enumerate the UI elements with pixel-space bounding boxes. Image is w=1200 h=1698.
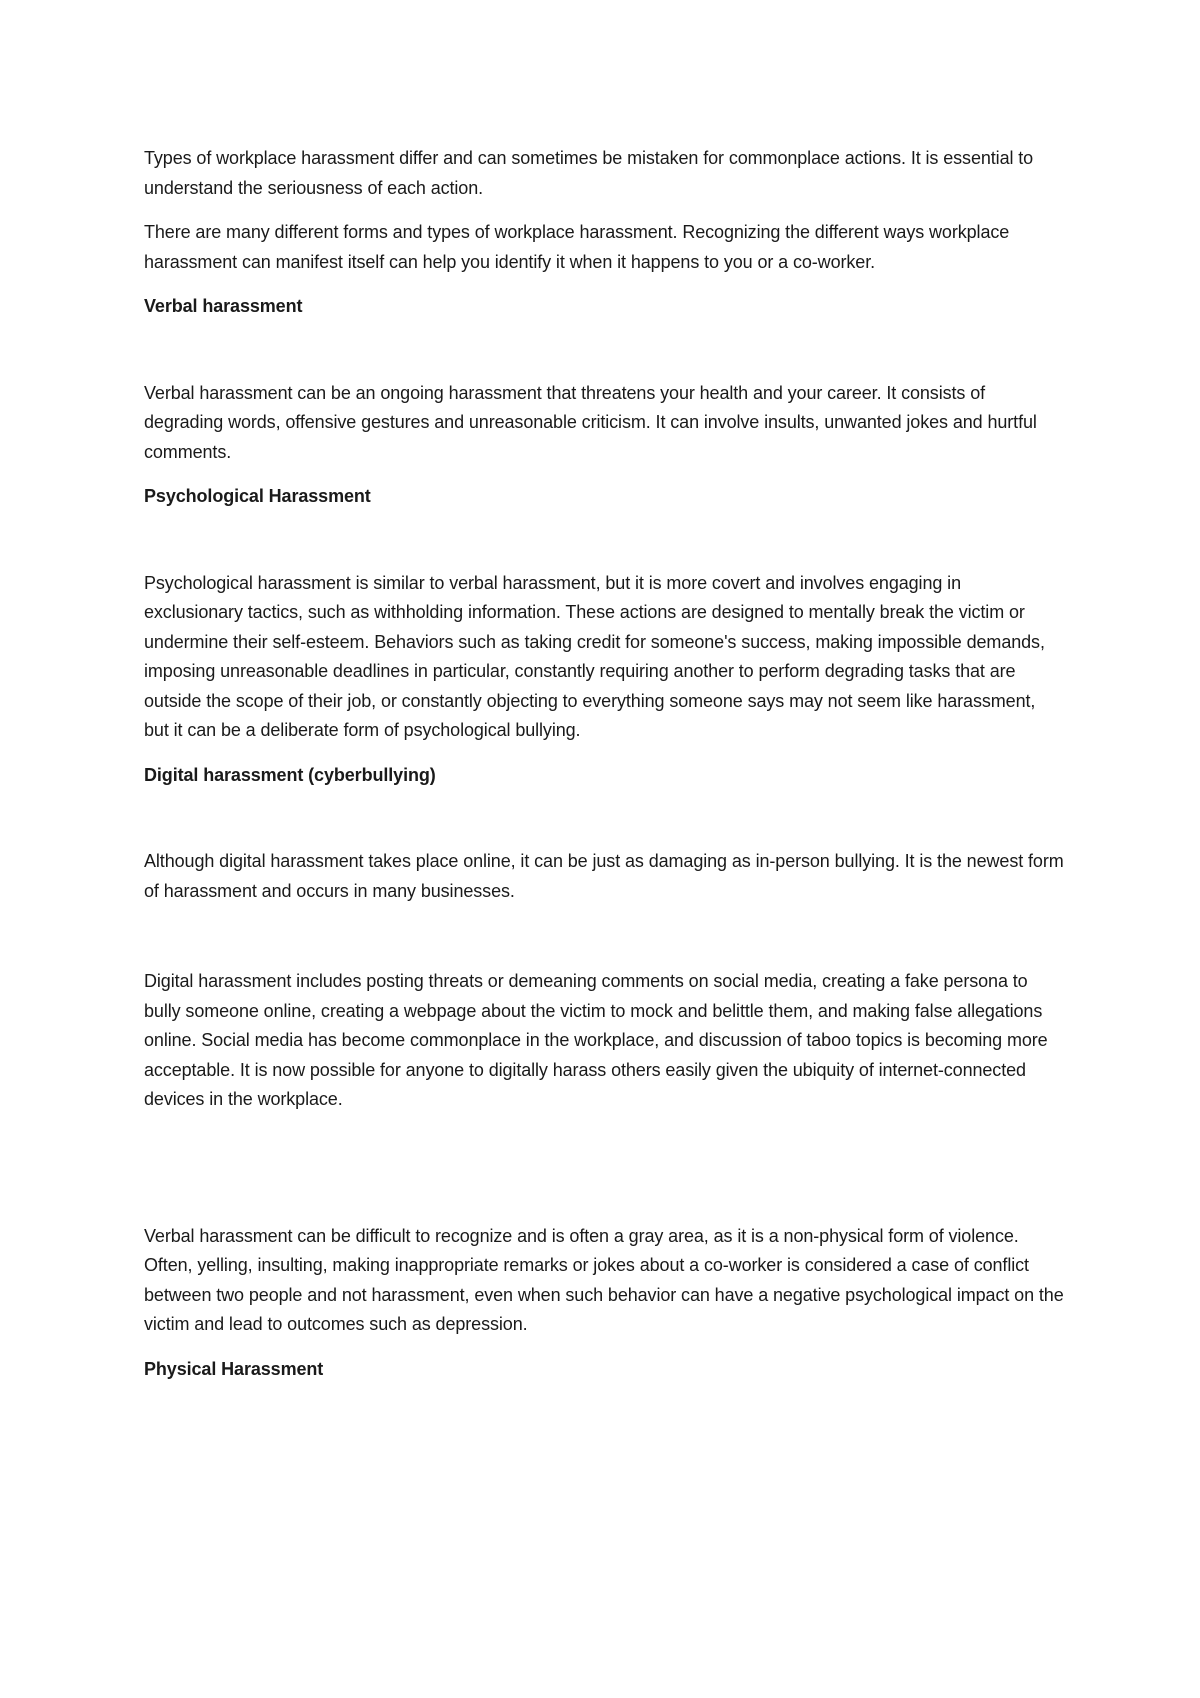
document-body [144,144,1064,1384]
intro-paragraph-2: There are many different forms and types of workplace harassment. Recognizing the different ways workplace harassment can manifest itself can help you identify it when it happens to you or a co-worker. [144,222,1010,272]
intro-paragraph-1: Types of workplace harassment differ and can sometimes be mistaken for commonplace actions. It is essential to understand the seriousness of each action. [144,148,1034,198]
verbal-harassment-paragraph: Verbal harassment can be an ongoing harassment that threatens your health and your career. It consists of degrading words, offensive gestures and unreasonable criticism. It can involve insults, unwanted jokes and hurtful comments. [144,382,1037,462]
digital-harassment-paragraph-1: Although digital harassment takes place online, it can be just as damaging as in-person bullying. It is the newest form of harassment and occurs in many businesses. [144,851,1064,901]
psychological-harassment-heading: Psychological Harassment [144,486,371,506]
digital-harassment-paragraph-2: Digital harassment includes posting threats or demeaning comments on social media, creating a fake persona to bully someone online, creating a webpage about the victim to mock and belittle them, and making false allegations online. Social media has become commonplace in the workplace, and discussion of taboo topics is becoming more acceptable. It is now possible for anyone to digitally harass others easily given the ubiquity of internet-connected devices in the workplace. [144,971,1048,1109]
verbal-harassment-paragraph-2: Verbal harassment can be difficult to recognize and is often a gray area, as it is a non-physical form of violence. Often, yelling, insulting, making inappropriate remarks or jokes about a co-worker is considered a case of conflict between two people and not harassment, even when such behavior can have a negative psychological impact on the victim and lead to outcomes such as depression. [144,1225,1064,1334]
psychological-harassment-paragraph: Psychological harassment is similar to verbal harassment, but it is more covert and involves engaging in exclusionary tactics, such as withholding information. These actions are designed to mentally break the victim or undermine their self-esteem. Behaviors such as taking credit for someone's success, making impossible demands, imposing unreasonable deadlines in particular, constantly requiring another to perform degrading tasks that are outside the scope of their job, or constantly objecting to everything someone says may not seem like harassment, but it can be a deliberate form of psychological bullying. [144,572,1045,740]
verbal-harassment-heading: Verbal harassment [144,296,303,316]
digital-harassment-heading: Digital harassment (cyberbullying) [144,764,436,785]
physical-harassment-heading: Physical Harassment [144,1358,324,1379]
